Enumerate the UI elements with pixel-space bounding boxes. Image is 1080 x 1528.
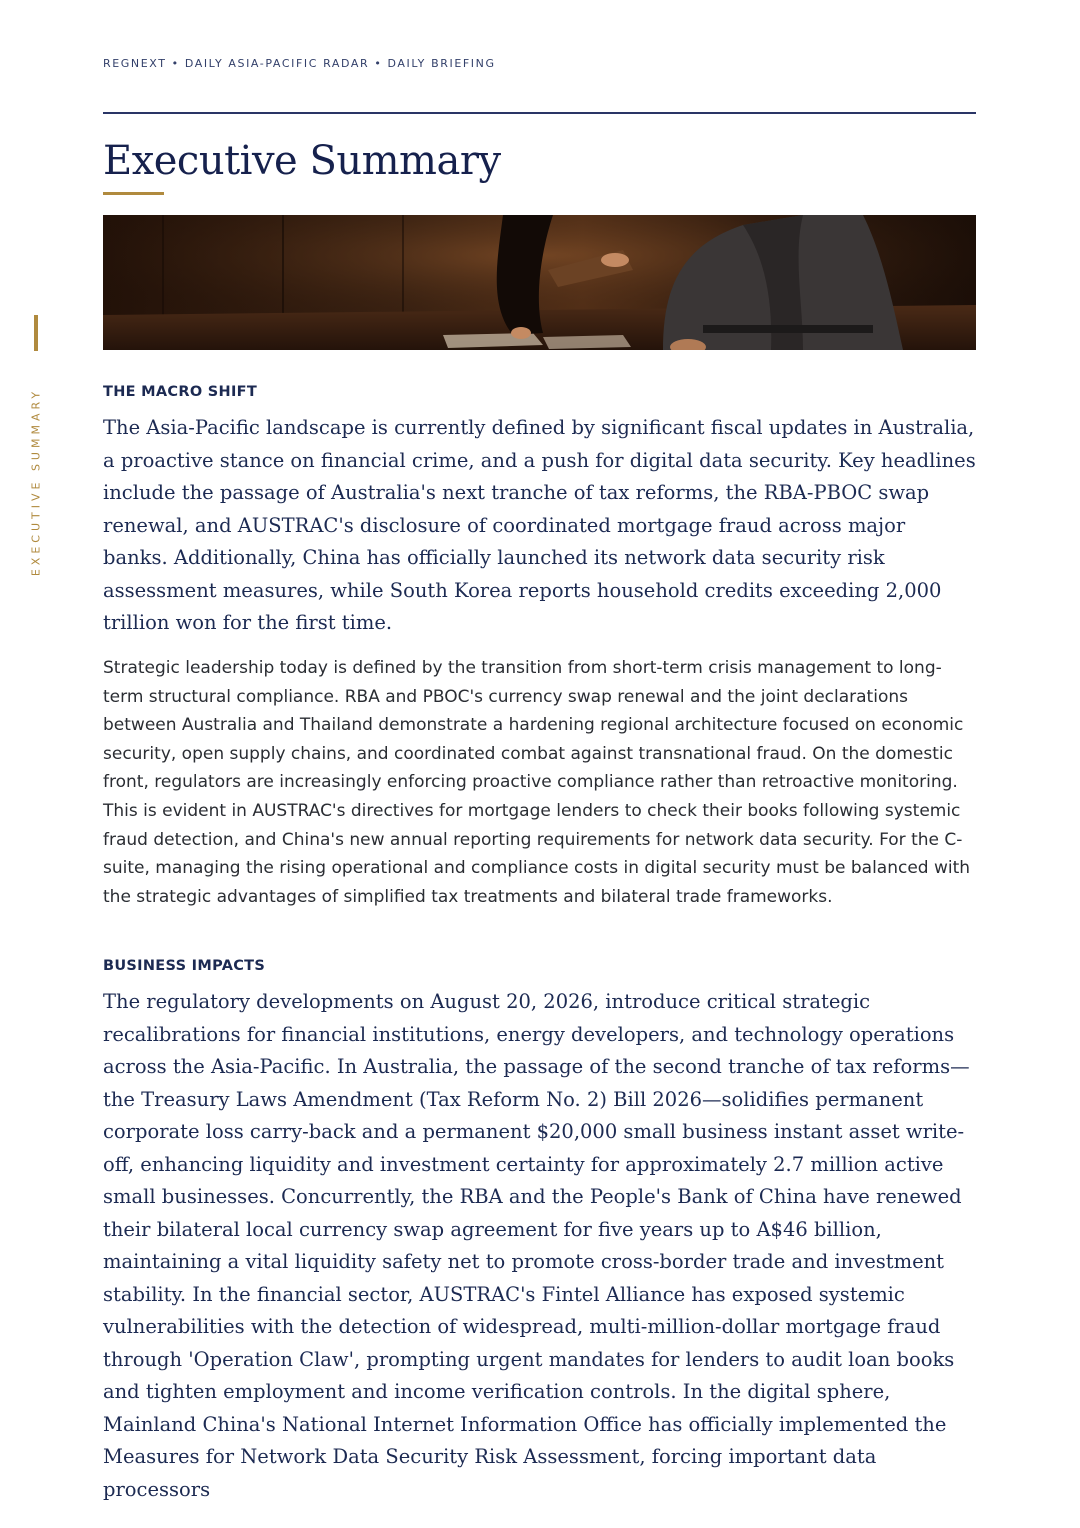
side-section-label: EXECUTIVE SUMMARY — [29, 387, 43, 577]
macro-shift-lead: The Asia-Pacific landscape is currently defined by significant fiscal updates in Australia, a proactive stance on financial crime, and a push for digital data security. Key headlines include the passage of Australia's next tranche of tax reforms, the RBA-PBOC swap renewal, and AUSTRAC's disclosure of coordinated mortgage fraud across major banks. Additionally, China has officially launched its network data security risk assessment measures, while South Korea reports household credits exceeding 2,000 trillion won for the first time. — [103, 416, 976, 634]
header-rule — [103, 112, 976, 114]
section-label-business-impacts: BUSINESS IMPACTS — [103, 958, 266, 974]
side-accent-bar — [34, 315, 38, 351]
hero-image — [103, 215, 976, 350]
business-impacts-lead: The regulatory developments on August 20, 2026, introduce critical strategic recalibrations for financial institutions, energy developers, and technology operations across the Asia-Pacific. In Australia, the passage of the second tranche of tax reforms—the Treasury Laws Amendment (Tax Reform No. 2) Bill 2026—solidifies permanent corporate loss carry-back and a permanent $20,000 small business instant asset write-off, enhancing liquidity and investment certainty for approximately 2.7 million active small businesses. Concurrently, the RBA and the People's Bank of China have renewed their bilateral local currency swap agreement for five years up to A$46 billion, maintaining a vital liquidity safety net to promote cross-border trade and investment stability. In the financial sector, AUSTRAC's Fintel Alliance has exposed systemic vulnerabilities with the detection of widespread, multi-million-dollar mortgage fraud through 'Operation Claw', prompting urgent mandates for lenders to audit loan books and tighten employment and income verification controls. In the digital sphere, Mainland China's National Internet Information Office has officially implemented the Measures for Network Data Security Risk Assessment, forcing important data processors — [103, 990, 970, 1501]
macro-shift-body: Strategic leadership today is defined by the transition from short-term crisis management to long-term structural compliance. RBA and PBOC's currency swap renewal and the joint declarations between Australia and Thailand demonstrate a hardening regional architecture focused on economic security, open supply chains, and coordinated combat against transnational fraud. On the domestic front, regulators are increasingly enforcing proactive compliance rather than retroactive monitoring. This is evident in AUSTRAC's directives for mortgage lenders to check their books following systemic fraud detection, and China's new annual reporting requirements for network data security. For the C-suite, managing the rising operational and compliance costs in digital security must be balanced with the strategic advantages of simplified tax treatments and bilateral trade frameworks. — [103, 658, 971, 907]
section-label-macro-shift: THE MACRO SHIFT — [103, 384, 258, 400]
page-title: Executive Summary — [103, 138, 501, 184]
header-kicker: REGNEXT • DAILY ASIA-PACIFIC RADAR • DAILY BRIEFING — [103, 57, 496, 70]
business-meeting-photo-icon — [103, 215, 976, 350]
title-accent-bar — [103, 192, 164, 195]
